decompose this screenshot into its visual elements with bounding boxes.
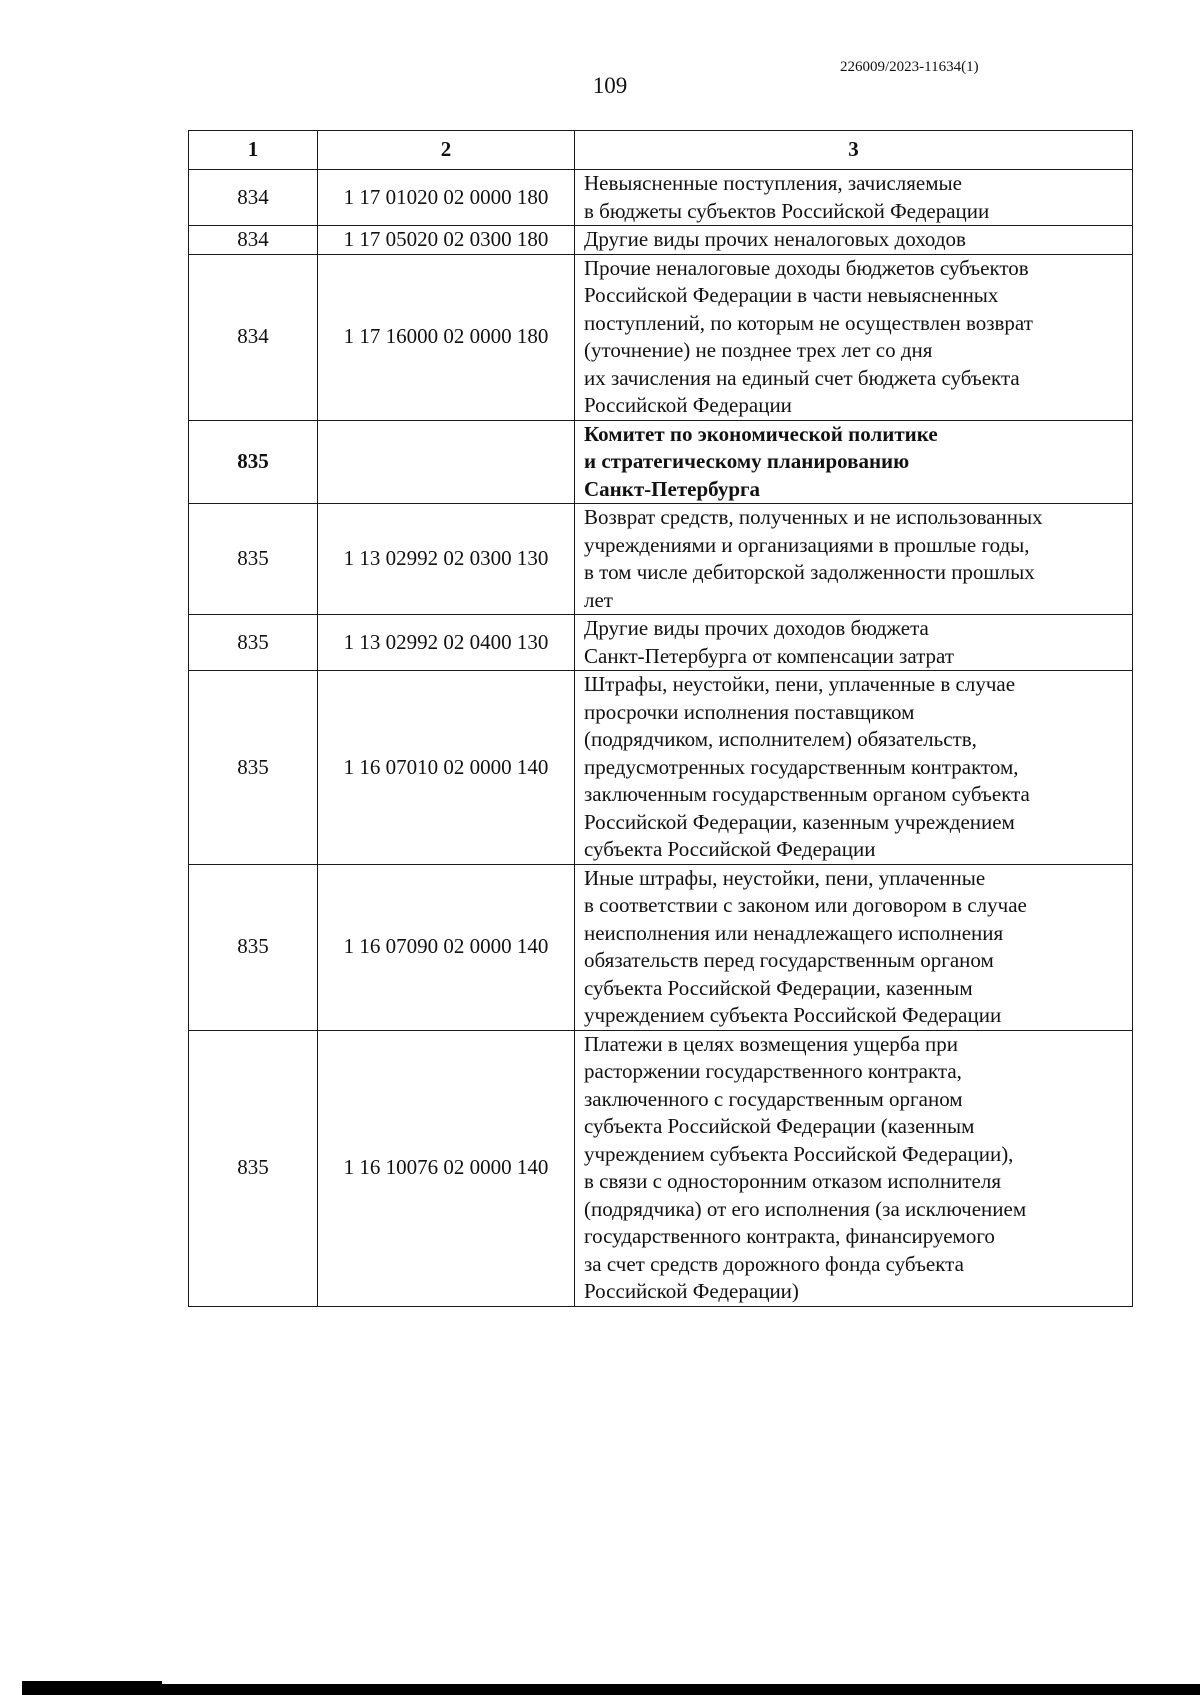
revenue-description-cell <box>575 504 1133 615</box>
description-line: Штрафы, неустойки, пени, уплаченные в случае <box>584 672 1016 696</box>
revenue-description-cell <box>575 170 1133 226</box>
table-row <box>189 504 1133 615</box>
budget-classification-code-cell: 1 17 01020 02 0000 180 <box>318 170 575 226</box>
revenue-description-cell <box>575 615 1133 671</box>
column-header-2: 2 <box>318 131 575 170</box>
description-line: в связи с односторонним отказом исполнителя <box>584 1169 1001 1193</box>
budget-classification-code-cell: 1 16 07010 02 0000 140 <box>318 671 575 865</box>
description-line: Санкт-Петербурга <box>584 476 761 501</box>
description-line: Другие виды прочих доходов бюджета <box>584 616 929 640</box>
document-id: 226009/2023-11634(1) <box>840 59 979 75</box>
table-row <box>189 1030 1133 1306</box>
scan-bottom-border <box>22 1684 1200 1695</box>
table-header-row <box>189 131 1133 170</box>
revenue-description-cell <box>575 671 1133 865</box>
description-line: предусмотренных государственным контрактом, <box>584 754 1019 779</box>
admin-code-cell: 835 <box>189 671 318 865</box>
description-line: (подрядчика) от его исполнения (за исключением <box>584 1196 1027 1221</box>
admin-code-cell: 834 <box>189 226 318 255</box>
page-number: 109 <box>592 73 628 98</box>
description-line: в соответствии с законом или договором в случае <box>584 893 1027 917</box>
admin-code-cell: 835 <box>189 1030 318 1306</box>
revenue-description-cell <box>575 254 1133 420</box>
admin-code-cell: 835 <box>189 504 318 615</box>
description-line: субъекта Российской Федерации <box>584 837 876 861</box>
budget-classification-code-cell: 1 16 07090 02 0000 140 <box>318 864 575 1030</box>
admin-code-cell: 835 <box>189 615 318 671</box>
description-line: Российской Федерации в части невыясненных <box>584 283 999 307</box>
description-line: Санкт-Петербурга от компенсации затрат <box>584 643 955 668</box>
description-line: учреждениями и организациями в прошлые годы, <box>584 532 1030 557</box>
description-line: обязательств перед государственным органом <box>584 948 994 972</box>
description-line: неисполнения или ненадлежащего исполнения <box>584 920 1004 945</box>
description-line: субъекта Российской Федерации, казенным <box>584 975 973 1000</box>
description-line: Комитет по экономической политике <box>584 421 938 446</box>
admin-code-cell: 835 <box>189 864 318 1030</box>
description-line: субъекта Российской Федерации (казенным <box>584 1114 975 1138</box>
description-line: Российской Федерации) <box>584 1279 799 1303</box>
description-line: их зачисления на единый счет бюджета субъекта <box>584 365 1020 390</box>
table-row <box>189 170 1133 226</box>
column-header-1: 1 <box>189 131 318 170</box>
budget-classification-code-cell: 1 17 16000 02 0000 180 <box>318 254 575 420</box>
description-line: просрочки исполнения поставщиком <box>584 699 915 724</box>
revenue-description-cell <box>575 420 1133 504</box>
revenue-codes-table <box>188 130 1133 1307</box>
budget-classification-code-cell <box>318 420 575 504</box>
description-line: Возврат средств, полученных и не использованных <box>584 505 1043 529</box>
description-line: учреждением субъекта Российской Федерации), <box>584 1141 1014 1166</box>
description-line: государственного контракта, финансируемого <box>584 1224 995 1248</box>
description-line: Российской Федерации <box>584 393 792 417</box>
description-line: заключенного с государственным органом <box>584 1086 963 1111</box>
description-line: за счет средств дорожного фонда субъекта <box>584 1251 964 1276</box>
table-row <box>189 671 1133 865</box>
description-line: поступлений, по которым не осуществлен возврат <box>584 310 1033 335</box>
description-line: Невыясненные поступления, зачисляемые <box>584 171 962 195</box>
budget-classification-code-cell: 1 16 10076 02 0000 140 <box>318 1030 575 1306</box>
revenue-description-cell <box>575 864 1133 1030</box>
table-row <box>189 254 1133 420</box>
table-body <box>189 170 1133 1307</box>
column-header-3: 3 <box>575 131 1133 170</box>
table-row <box>189 615 1133 671</box>
description-line: в том числе дебиторской задолженности прошлых <box>584 560 1035 584</box>
table-row <box>189 420 1133 504</box>
description-line: (подрядчиком, исполнителем) обязательств, <box>584 727 977 751</box>
description-line: Российской Федерации, казенным учреждением <box>584 809 1015 834</box>
budget-classification-code-cell: 1 13 02992 02 0400 130 <box>318 615 575 671</box>
admin-code-cell: 834 <box>189 170 318 226</box>
description-line: Платежи в целях возмещения ущерба при <box>584 1031 959 1056</box>
description-line: и стратегическому планированию <box>584 449 910 473</box>
description-line: лет <box>584 587 613 612</box>
admin-code-cell: 834 <box>189 254 318 420</box>
description-line: в бюджеты субъектов Российской Федерации <box>584 198 990 223</box>
description-line: Прочие неналоговые доходы бюджетов субъектов <box>584 255 1029 280</box>
description-line: учреждением субъекта Российской Федерации <box>584 1003 1002 1027</box>
budget-classification-code-cell: 1 17 05020 02 0300 180 <box>318 226 575 255</box>
revenue-description-cell <box>575 1030 1133 1306</box>
table-row <box>189 226 1133 255</box>
revenue-description-cell <box>575 226 1133 255</box>
budget-classification-code-cell: 1 13 02992 02 0300 130 <box>318 504 575 615</box>
description-line: расторжении государственного контракта, <box>584 1059 962 1083</box>
description-line: Другие виды прочих неналоговых доходов <box>584 227 966 251</box>
description-line: Иные штрафы, неустойки, пени, уплаченные <box>584 865 986 890</box>
description-line: заключенным государственным органом субъекта <box>584 782 1030 806</box>
description-line: (уточнение) не позднее трех лет со дня <box>584 338 933 362</box>
admin-code-cell: 835 <box>189 420 318 504</box>
table-row <box>189 864 1133 1030</box>
